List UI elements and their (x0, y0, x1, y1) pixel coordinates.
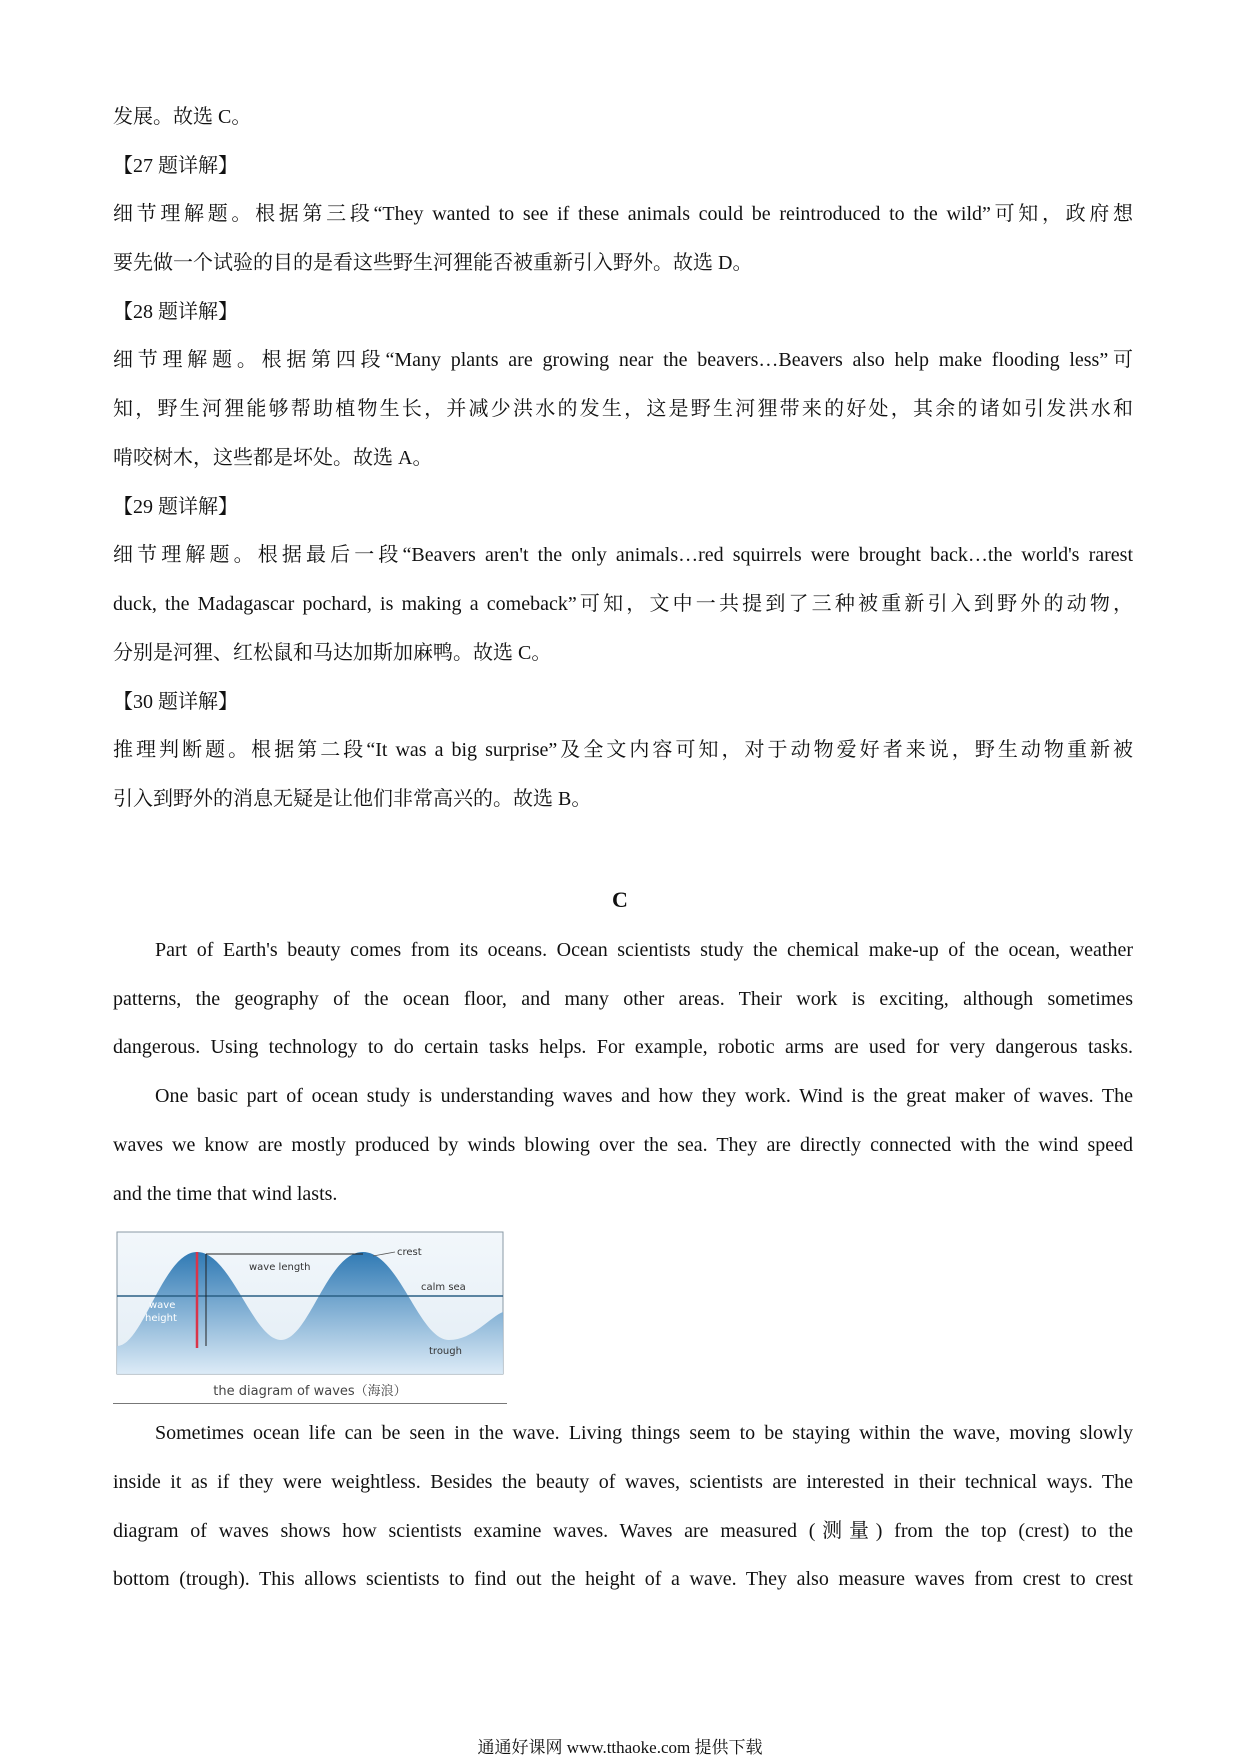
wave-diagram (113, 1228, 507, 1390)
paragraph-line: waves we know are mostly produced by winds blowing over the sea. They are directly connected with the wind speed (113, 1134, 1133, 1156)
trough-label: trough (429, 1346, 462, 1357)
paragraph-line: Part of Earth's beauty comes from its oceans. Ocean scientists study the chemical make-up of the ocean, weather (155, 939, 1133, 961)
text-line: 细节理解题。根据第三段“They wanted to see if these animals could be reintroduced to the wild”可知，政府想 (113, 203, 1133, 225)
text-line: 啃咬树木，这些都是坏处。故选 A。 (113, 447, 433, 469)
text-line: 细节理解题。根据第四段“Many plants are growing near the beavers…Beavers also help make flooding less”可 (113, 349, 1133, 371)
text-line: 知，野生河狸能够帮助植物生长，并减少洪水的发生，这是野生河狸带来的好处，其余的诸如引发洪水和 (113, 398, 1133, 420)
diagram-underline (113, 1403, 507, 1404)
paragraph-line: dangerous. Using technology to do certain tasks helps. For example, robotic arms are used for very dangerous tasks. (113, 1036, 1133, 1058)
text-line: 要先做一个试验的目的是看这些野生河狸能否被重新引入野外。故选 D。 (113, 252, 753, 274)
question-heading-28: 【28 题详解】 (113, 301, 238, 323)
paragraph-line: inside it as if they were weightless. Besides the beauty of waves, scientists are interested in their technical ways. The (113, 1471, 1133, 1493)
paragraph-line: bottom (trough). This allows scientists to find out the height of a wave. They also measure waves from crest to crest (113, 1568, 1133, 1590)
paragraph-line: Sometimes ocean life can be seen in the wave. Living things seem to be staying within the wave, moving slowly (155, 1422, 1133, 1444)
text-line: 分别是河狸、红松鼠和马达加斯加麻鸭。故选 C。 (113, 642, 552, 664)
page-footer: 通通好课网 www.tthaoke.com 提供下载 (477, 1738, 763, 1757)
paragraph-line: and the time that wind lasts. (113, 1183, 338, 1205)
text-line: duck, the Madagascar pochard, is making a comeback”可知，文中一共提到了三种被重新引入到野外的动物， (113, 593, 1133, 615)
calm-sea-label: calm sea (421, 1282, 466, 1293)
crest-label: crest (397, 1247, 422, 1258)
text-line: 引入到野外的消息无疑是让他们非常高兴的。故选 B。 (113, 788, 592, 810)
paragraph-line: patterns, the geography of the ocean floor, and many other areas. Their work is exciting, although sometimes (113, 988, 1133, 1010)
question-heading-29: 【29 题详解】 (113, 496, 238, 518)
wave-height-label-2: height (145, 1313, 177, 1324)
section-title: C (612, 887, 628, 912)
wave-height-label-1: wave (149, 1300, 176, 1311)
question-heading-30: 【30 题详解】 (113, 691, 238, 713)
paragraph-line: One basic part of ocean study is understanding waves and how they work. Wind is the great maker of waves. The (155, 1085, 1133, 1107)
diagram-caption: the diagram of waves（海浪） (213, 1384, 407, 1399)
text-line: 细节理解题。根据最后一段“Beavers aren't the only animals…red squirrels were brought back…the world's rarest (113, 544, 1133, 566)
text-line: 发展。故选 C。 (113, 106, 252, 128)
wave-length-label: wave length (249, 1262, 311, 1273)
question-heading-27: 【27 题详解】 (113, 155, 238, 177)
paragraph-line: diagram of waves shows how scientists examine waves. Waves are measured (测量) from the top (crest) to the (113, 1520, 1133, 1542)
text-line: 推理判断题。根据第二段“It was a big surprise”及全文内容可知，对于动物爱好者来说，野生动物重新被 (113, 739, 1133, 761)
